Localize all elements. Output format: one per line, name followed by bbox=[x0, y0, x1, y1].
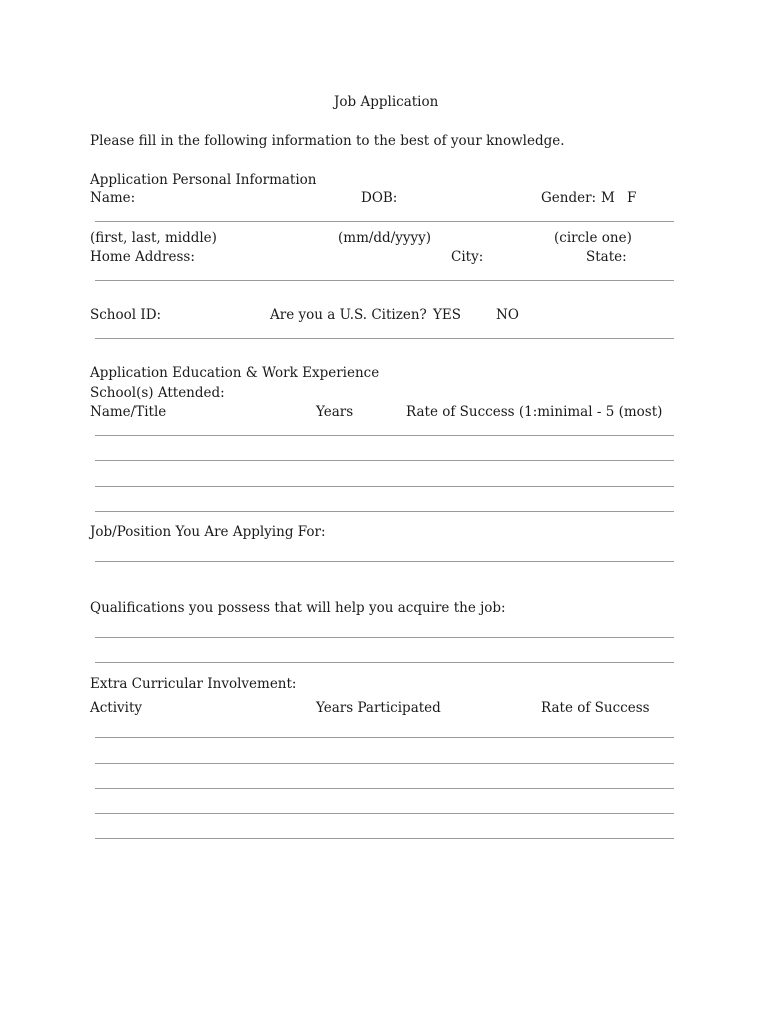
dob-label: DOB: bbox=[361, 190, 398, 206]
gender-option-m[interactable]: M bbox=[601, 190, 615, 206]
education-col-name: Name/Title bbox=[90, 404, 167, 420]
name-label: Name: bbox=[90, 190, 136, 206]
gender-hint: (circle one) bbox=[554, 230, 632, 246]
extracurricular-col-rate: Rate of Success bbox=[541, 700, 650, 716]
qualifications-line[interactable] bbox=[95, 662, 674, 663]
gender-label: Gender: bbox=[541, 190, 597, 206]
extracurricular-col-activity: Activity bbox=[90, 700, 143, 716]
education-col-years: Years bbox=[316, 404, 354, 420]
job-position-line[interactable] bbox=[95, 561, 674, 562]
extracurricular-entry-line[interactable] bbox=[95, 838, 674, 839]
state-label: State: bbox=[586, 249, 627, 265]
education-entry-line[interactable] bbox=[95, 435, 674, 436]
citizen-question: Are you a U.S. Citizen? bbox=[270, 307, 427, 323]
extracurricular-entry-line[interactable] bbox=[95, 737, 674, 738]
extracurricular-entry-line[interactable] bbox=[95, 788, 674, 789]
city-label: City: bbox=[451, 249, 484, 265]
education-entry-line[interactable] bbox=[95, 460, 674, 461]
extracurricular-entry-line[interactable] bbox=[95, 813, 674, 814]
qualifications-label: Qualifications you possess that will help you acquire the job: bbox=[90, 600, 506, 616]
citizen-yes-option[interactable]: YES bbox=[433, 307, 462, 323]
name-hint: (first, last, middle) bbox=[90, 230, 217, 246]
extracurricular-heading: Extra Curricular Involvement: bbox=[90, 676, 297, 692]
citizen-no-option[interactable]: NO bbox=[496, 307, 519, 323]
home-address-label: Home Address: bbox=[90, 249, 195, 265]
page-title: Job Application bbox=[334, 94, 439, 110]
schools-attended-label: School(s) Attended: bbox=[90, 385, 225, 401]
name-dob-gender-line[interactable] bbox=[95, 221, 674, 222]
education-col-rate: Rate of Success (1:minimal - 5 (most) bbox=[406, 404, 663, 420]
dob-hint: (mm/dd/yyyy) bbox=[338, 230, 432, 246]
personal-heading: Application Personal Information bbox=[90, 172, 317, 188]
gender-option-f[interactable]: F bbox=[627, 190, 637, 206]
address-line[interactable] bbox=[95, 280, 674, 281]
school-id-line[interactable] bbox=[95, 338, 674, 339]
education-heading: Application Education & Work Experience bbox=[90, 365, 380, 381]
qualifications-line[interactable] bbox=[95, 637, 674, 638]
school-id-label: School ID: bbox=[90, 307, 162, 323]
education-entry-line[interactable] bbox=[95, 511, 674, 512]
extracurricular-col-years: Years Participated bbox=[316, 700, 441, 716]
intro-text: Please fill in the following information to the best of your knowledge. bbox=[90, 133, 565, 149]
job-position-label: Job/Position You Are Applying For: bbox=[90, 524, 326, 540]
education-entry-line[interactable] bbox=[95, 486, 674, 487]
extracurricular-entry-line[interactable] bbox=[95, 763, 674, 764]
